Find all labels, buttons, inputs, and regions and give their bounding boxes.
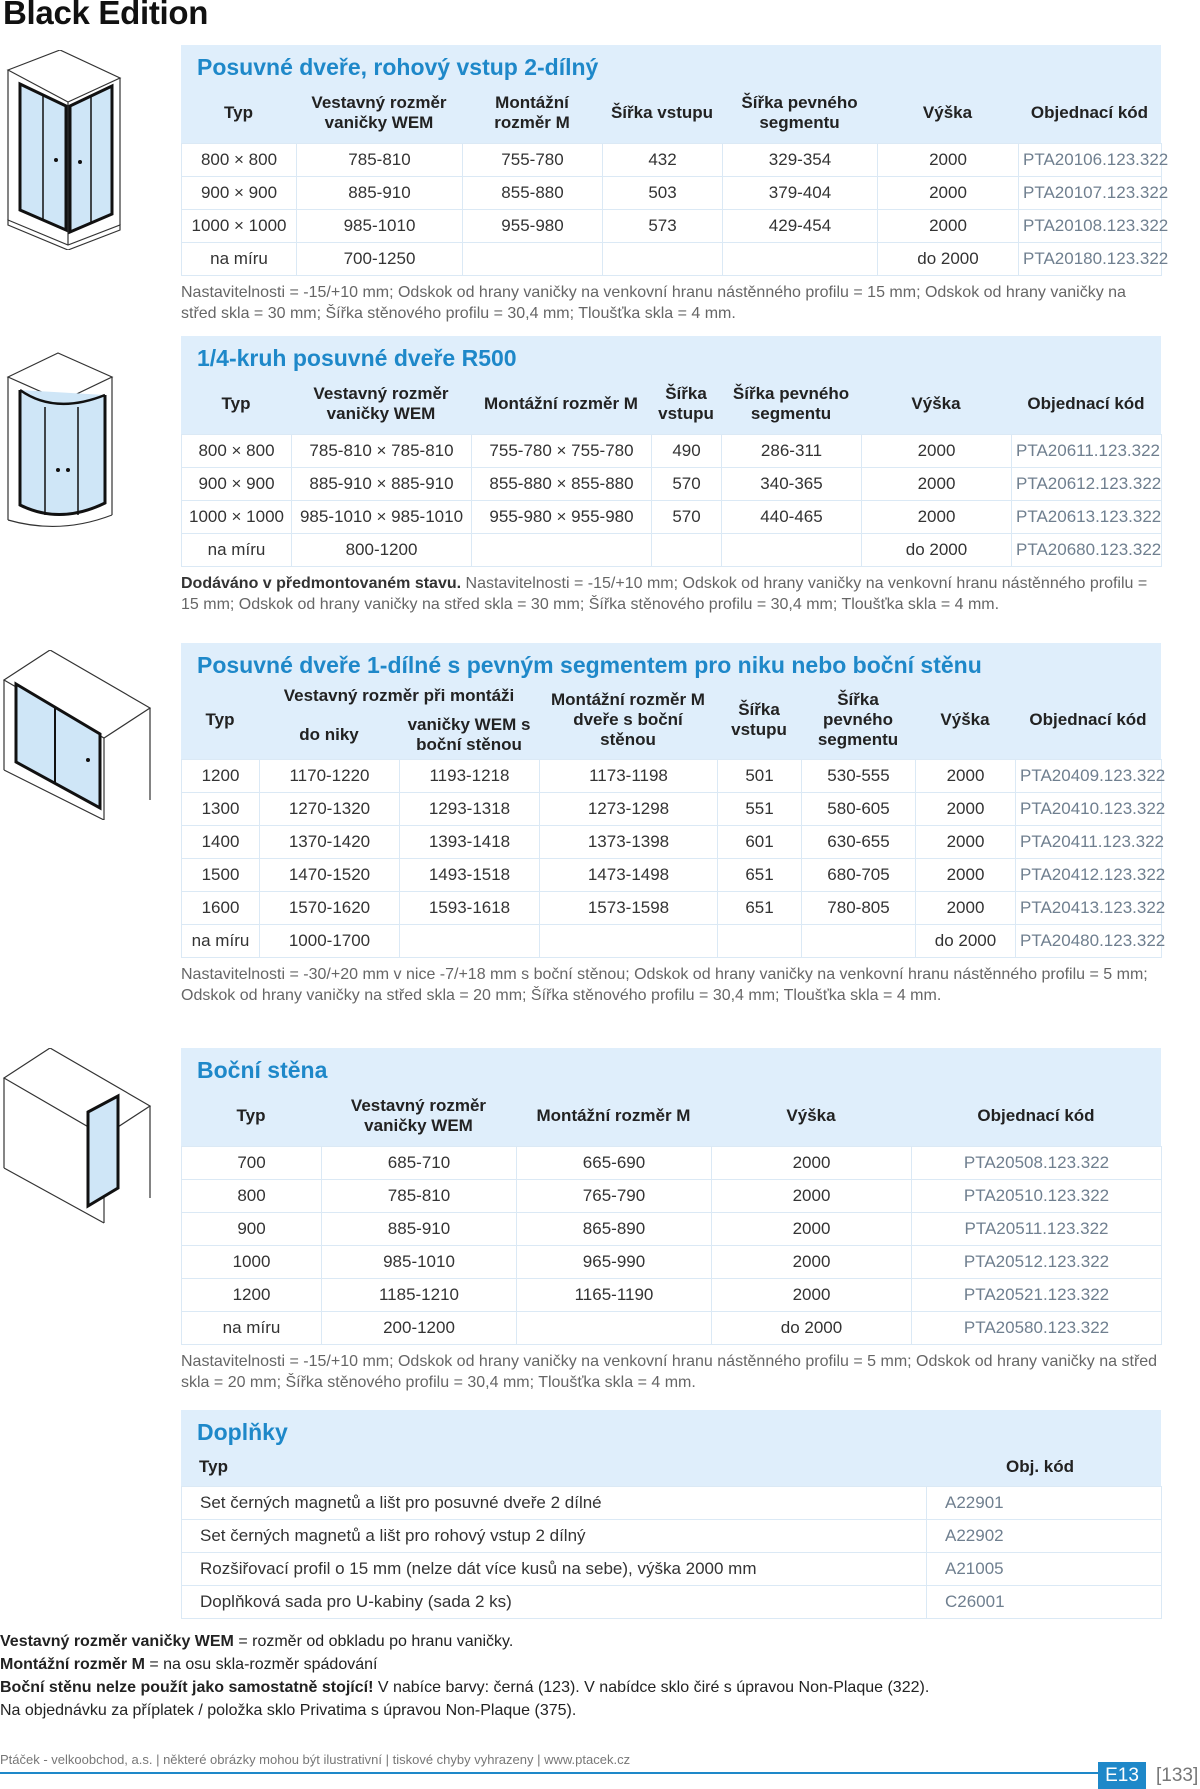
cell: 1370-1420 xyxy=(260,826,400,859)
cell: 286-311 xyxy=(722,435,862,468)
table-row xyxy=(182,1147,1162,1180)
cell: 570 xyxy=(652,501,722,534)
order-code: PTA20512.123.322 xyxy=(912,1246,1162,1279)
cell: 432 xyxy=(603,144,723,177)
legend-term: Boční stěnu nelze použít jako samostatně stojící! xyxy=(0,1679,374,1696)
cell: Doplňková sada pro U-kabiny (sada 2 ks) xyxy=(182,1586,927,1619)
cell: 1473-1498 xyxy=(540,859,718,892)
col-vyska: Výška xyxy=(786,1106,836,1125)
cell: 1200 xyxy=(182,1279,322,1312)
cell: 1300 xyxy=(182,793,260,826)
cell: 800 × 800 xyxy=(182,435,292,468)
cell: 490 xyxy=(652,435,722,468)
table-row xyxy=(182,435,1162,468)
col-kod: Objednací kód xyxy=(1029,710,1147,729)
col-kod: Objednací kód xyxy=(1030,103,1149,122)
legend-text: = rozměr od obkladu po hranu vaničky. xyxy=(233,1633,514,1650)
cell: 865-890 xyxy=(517,1213,712,1246)
cell: 1200 xyxy=(182,760,260,793)
cell: 1400 xyxy=(182,826,260,859)
cell: 2000 xyxy=(712,1180,912,1213)
cell: 329-354 xyxy=(723,144,878,177)
section-quarter-circle xyxy=(181,336,1161,615)
legend-line xyxy=(0,1630,929,1653)
cell xyxy=(652,534,722,567)
col-typ: Typ xyxy=(221,394,251,413)
section-corner-sliding-door xyxy=(181,45,1169,324)
col-kod: Obj. kód xyxy=(1006,1457,1074,1476)
cell: 573 xyxy=(603,210,723,243)
cell: 580-605 xyxy=(802,793,916,826)
cell: 700 xyxy=(182,1147,322,1180)
cell: 1470-1520 xyxy=(260,859,400,892)
sliding-door-niche-illustration xyxy=(0,650,155,820)
order-code: PTA20612.123.322 xyxy=(1012,468,1162,501)
cell: 680-705 xyxy=(802,859,916,892)
cell: 1600 xyxy=(182,892,260,925)
cell: 985-1010 × 985-1010 xyxy=(292,501,472,534)
cell: na míru xyxy=(182,1312,322,1345)
section-title: Boční stěna xyxy=(197,1057,328,1083)
cell: 755-780 × 755-780 xyxy=(472,435,652,468)
cell: 965-990 xyxy=(517,1246,712,1279)
col-montaz: Montážní rozměr M xyxy=(536,1106,691,1125)
order-code: PTA20412.123.322 xyxy=(1016,859,1162,892)
section-note xyxy=(181,573,1161,615)
table-row xyxy=(182,144,1162,177)
footer-divider xyxy=(0,1772,1100,1774)
cell xyxy=(718,925,802,958)
col-wem: Vestavný rozměr vaničky WEM xyxy=(350,1096,487,1135)
section-title: 1/4-kruh posuvné dveře R500 xyxy=(197,345,517,371)
table-row xyxy=(182,210,1162,243)
cell: 900 × 900 xyxy=(182,468,292,501)
cell: na míru xyxy=(182,534,292,567)
table-header xyxy=(181,1086,1161,1146)
cell: 855-880 xyxy=(463,177,603,210)
table-row-custom xyxy=(182,1312,1162,1345)
order-code: PTA20411.123.322 xyxy=(1016,826,1162,859)
cell: 2000 xyxy=(862,468,1012,501)
cell: 651 xyxy=(718,859,802,892)
cell: 379-404 xyxy=(723,177,878,210)
table-row xyxy=(182,1246,1162,1279)
cell: do 2000 xyxy=(878,243,1019,276)
cell: 2000 xyxy=(862,501,1012,534)
table-header xyxy=(181,1448,1161,1486)
cell: 630-655 xyxy=(802,826,916,859)
legend-text: Na objednávku za příplatek / položka sklo Privatima s úpravou Non-Plaque (375). xyxy=(0,1702,577,1719)
table-row xyxy=(182,177,1162,210)
cell xyxy=(723,243,878,276)
cell: 2000 xyxy=(712,1147,912,1180)
section-side-wall xyxy=(181,1048,1161,1393)
cell: 2000 xyxy=(712,1279,912,1312)
cell: 1593-1618 xyxy=(400,892,540,925)
order-code: A21005 xyxy=(927,1553,1162,1586)
cell: 985-1010 xyxy=(322,1246,517,1279)
col-kod: Objednací kód xyxy=(1027,394,1145,413)
cell: Set černých magnetů a lišt pro posuvné dveře 2 dílné xyxy=(182,1487,927,1520)
cell: 1000 × 1000 xyxy=(182,501,292,534)
cell: na míru xyxy=(182,925,260,958)
cell xyxy=(400,925,540,958)
order-code: PTA20180.123.322 xyxy=(1019,243,1162,276)
table-header xyxy=(181,681,1161,759)
cell xyxy=(463,243,603,276)
col-sirka: Šířka vstupu xyxy=(731,700,787,739)
col-vyska: Výška xyxy=(922,103,973,122)
data-table xyxy=(181,1146,1162,1345)
section-note: Nastavitelnosti = -15/+10 mm; Odskok od hrany vaničky na venkovní hranu nástěnného profilu = 5 mm; Odskok od hrany vaničky na střed skla = 20 mm; Šířka stěnového profilu = 30,4 mm; Tloušťka skla = 4 mm. xyxy=(181,1353,1158,1391)
table-row xyxy=(182,826,1162,859)
order-code: PTA20680.123.322 xyxy=(1012,534,1162,567)
cell: 340-365 xyxy=(722,468,862,501)
cell: 900 xyxy=(182,1213,322,1246)
legend-line xyxy=(0,1676,929,1699)
table-row xyxy=(182,859,1162,892)
legend-line xyxy=(0,1699,929,1722)
cell: 440-465 xyxy=(722,501,862,534)
table-row xyxy=(182,793,1162,826)
order-code: PTA20409.123.322 xyxy=(1016,760,1162,793)
col-sirka: Šířka vstupu xyxy=(658,384,714,423)
cell: 780-805 xyxy=(802,892,916,925)
table-row-custom xyxy=(182,243,1162,276)
table-header xyxy=(181,83,1161,143)
cell: do 2000 xyxy=(916,925,1016,958)
cell: 1500 xyxy=(182,859,260,892)
cell: 1185-1210 xyxy=(322,1279,517,1312)
section-badge: E13 xyxy=(1098,1762,1146,1789)
table-row xyxy=(182,1180,1162,1213)
cell: 651 xyxy=(718,892,802,925)
cell: 1393-1418 xyxy=(400,826,540,859)
section-accessories xyxy=(181,1410,1161,1619)
cell: 1570-1620 xyxy=(260,892,400,925)
col-typ: Typ xyxy=(205,710,235,729)
cell: 665-690 xyxy=(517,1147,712,1180)
cell: 429-454 xyxy=(723,210,878,243)
cell: 601 xyxy=(718,826,802,859)
cell: 501 xyxy=(718,760,802,793)
cell: do 2000 xyxy=(862,534,1012,567)
order-code: C26001 xyxy=(927,1586,1162,1619)
cell: 2000 xyxy=(916,859,1016,892)
cell: 2000 xyxy=(878,144,1019,177)
cell xyxy=(802,925,916,958)
section-title: Posuvné dveře, rohový vstup 2-dílný xyxy=(197,54,599,80)
table-row xyxy=(182,501,1162,534)
corner-entry-illustration xyxy=(0,50,130,250)
quarter-circle-illustration xyxy=(0,345,120,535)
data-table xyxy=(181,143,1169,276)
order-code: PTA20413.123.322 xyxy=(1016,892,1162,925)
cell: 200-1200 xyxy=(322,1312,517,1345)
cell: Rozšiřovací profil o 15 mm (nelze dát více kusů na sebe), výška 2000 mm xyxy=(182,1553,927,1586)
cell: 685-710 xyxy=(322,1147,517,1180)
col-pevny: Šířka pevného segmentu xyxy=(741,93,858,132)
cell: 2000 xyxy=(712,1246,912,1279)
cell: 765-790 xyxy=(517,1180,712,1213)
cell: 2000 xyxy=(878,210,1019,243)
cell: 1173-1198 xyxy=(540,760,718,793)
col-niku: do niky xyxy=(299,725,359,744)
cell: 1493-1518 xyxy=(400,859,540,892)
order-code: A22901 xyxy=(927,1487,1162,1520)
col-wem: Vestavný rozměr vaničky WEM xyxy=(313,384,449,423)
cell: 1293-1318 xyxy=(400,793,540,826)
col-wem: Vestavný rozměr vaničky WEM xyxy=(311,93,447,132)
cell xyxy=(603,243,723,276)
section-note: Nastavitelnosti = -30/+20 mm v nice -7/+18 mm s boční stěnou; Odskok od hrany vaničky na venkovní hranu nástěnného profilu = 5 mm; Odskok od hrany vaničky na střed skla = 20 mm; Šířka stěnového profilu = 30,4 mm; Tloušťka skla = 4 mm. xyxy=(181,966,1148,1004)
cell: 800-1200 xyxy=(292,534,472,567)
order-code: A22902 xyxy=(927,1520,1162,1553)
cell: na míru xyxy=(182,243,297,276)
table-row xyxy=(182,892,1162,925)
col-vyska: Výška xyxy=(940,710,990,729)
cell: 1000-1700 xyxy=(260,925,400,958)
cell: 1000 × 1000 xyxy=(182,210,297,243)
cell: 1373-1398 xyxy=(540,826,718,859)
page-number: [133] xyxy=(1156,1765,1199,1786)
cell: 800 × 800 xyxy=(182,144,297,177)
cell: 570 xyxy=(652,468,722,501)
cell: 985-1010 xyxy=(297,210,463,243)
cell: 1573-1598 xyxy=(540,892,718,925)
section-note: Nastavitelnosti = -15/+10 mm; Odskok od hrany vaničky na venkovní hranu nástěnného profilu = 15 mm; Odskok od hrany vaničky na střed skla = 30 mm; Šířka stěnového profilu = 30,4 mm; Tloušťka skla = 4 mm. xyxy=(181,284,1126,322)
table-row xyxy=(182,1213,1162,1246)
table-header xyxy=(181,374,1161,434)
col-montaz: Montážní rozměr M dveře s boční stěnou xyxy=(551,690,705,749)
cell: 503 xyxy=(603,177,723,210)
table-row xyxy=(182,1279,1162,1312)
section-niche-sliding-door xyxy=(181,643,1166,1006)
cell xyxy=(517,1312,712,1345)
col-pevny: Šířka pevného segmentu xyxy=(732,384,850,423)
cell: 551 xyxy=(718,793,802,826)
note-text: Nastavitelnosti = -15/+10 mm; Odskok od hrany vaničky na venkovní hranu nástěnného profilu = 15 mm; Odskok od hrany vaničky na střed skla = 30 mm; Šířka stěnového profilu = 30,4 mm; Tloušťka skla = 4 mm. xyxy=(181,575,1148,613)
cell xyxy=(722,534,862,567)
cell: 885-910 xyxy=(297,177,463,210)
data-table xyxy=(181,759,1166,958)
order-code: PTA20108.123.322 xyxy=(1019,210,1162,243)
cell: 885-910 × 885-910 xyxy=(292,468,472,501)
cell: 2000 xyxy=(916,826,1016,859)
cell: 855-880 × 855-880 xyxy=(472,468,652,501)
data-table xyxy=(181,1486,1162,1619)
cell: 785-810 xyxy=(322,1180,517,1213)
data-table xyxy=(181,434,1162,567)
order-code: PTA20580.123.322 xyxy=(912,1312,1162,1345)
table-row-custom xyxy=(182,534,1162,567)
cell: do 2000 xyxy=(712,1312,912,1345)
order-code: PTA20480.123.322 xyxy=(1016,925,1162,958)
cell: 800 xyxy=(182,1180,322,1213)
legend-text: = na osu skla-rozměr spádování xyxy=(144,1656,378,1673)
col-typ: Typ xyxy=(199,1457,228,1476)
col-vyska: Výška xyxy=(911,394,961,413)
order-code: PTA20510.123.322 xyxy=(912,1180,1162,1213)
order-code: PTA20611.123.322 xyxy=(1012,435,1162,468)
cell: 2000 xyxy=(916,760,1016,793)
cell: 1000 xyxy=(182,1246,322,1279)
cell: 1170-1220 xyxy=(260,760,400,793)
table-row xyxy=(182,1520,1162,1553)
table-row-custom xyxy=(182,925,1162,958)
order-code: PTA20511.123.322 xyxy=(912,1213,1162,1246)
cell xyxy=(472,534,652,567)
order-code: PTA20106.123.322 xyxy=(1019,144,1162,177)
col-group: Vestavný rozměr při montáži xyxy=(283,686,515,705)
cell: 2000 xyxy=(862,435,1012,468)
cell: 885-910 xyxy=(322,1213,517,1246)
col-wem: vaničky WEM s boční stěnou xyxy=(407,715,531,754)
section-title: Posuvné dveře 1-dílné s pevným segmentem pro niku nebo boční stěnu xyxy=(197,652,982,678)
section-title: Doplňky xyxy=(197,1419,288,1445)
col-typ: Typ xyxy=(224,103,253,122)
legend-term: Vestavný rozměr vaničky WEM xyxy=(0,1633,234,1650)
cell: 755-780 xyxy=(463,144,603,177)
table-row xyxy=(182,760,1162,793)
col-montaz: Montážní rozměr M xyxy=(494,93,570,132)
order-code: PTA20410.123.322 xyxy=(1016,793,1162,826)
table-row xyxy=(182,1487,1162,1520)
cell: 1270-1320 xyxy=(260,793,400,826)
cell: 2000 xyxy=(916,892,1016,925)
table-row xyxy=(182,1586,1162,1619)
col-pevny: Šířka pevného segmentu xyxy=(817,690,899,749)
legend-text: V nabíce barvy: černá (123). V nabídce sklo čiré s úpravou Non-Plaque (322). xyxy=(373,1679,930,1696)
col-typ: Typ xyxy=(236,1106,266,1125)
cell: 530-555 xyxy=(802,760,916,793)
cell: 700-1250 xyxy=(297,243,463,276)
cell: 1165-1190 xyxy=(517,1279,712,1312)
side-wall-illustration xyxy=(0,1048,155,1228)
cell: 2000 xyxy=(712,1213,912,1246)
cell: Set černých magnetů a lišt pro rohový vstup 2 dílný xyxy=(182,1520,927,1553)
cell: 2000 xyxy=(916,793,1016,826)
order-code: PTA20521.123.322 xyxy=(912,1279,1162,1312)
page-title: Black Edition xyxy=(3,0,209,31)
cell: 2000 xyxy=(878,177,1019,210)
legend-line xyxy=(0,1653,929,1676)
cell xyxy=(540,925,718,958)
cell: 900 × 900 xyxy=(182,177,297,210)
order-code: PTA20508.123.322 xyxy=(912,1147,1162,1180)
cell: 955-980 × 955-980 xyxy=(472,501,652,534)
legend-term: Montážní rozměr M xyxy=(0,1656,145,1673)
legend xyxy=(0,1630,929,1722)
col-sirka: Šířka vstupu xyxy=(610,103,714,122)
cell: 1193-1218 xyxy=(400,760,540,793)
cell: 785-810 xyxy=(297,144,463,177)
order-code: PTA20613.123.322 xyxy=(1012,501,1162,534)
cell: 1273-1298 xyxy=(540,793,718,826)
footer-text: Ptáček - velkoobchod, a.s. | některé obrázky mohou být ilustrativní | tiskové chyby vyhrazeny | www.ptacek.cz xyxy=(0,1752,631,1767)
cell: 955-980 xyxy=(463,210,603,243)
col-montaz: Montážní rozměr M xyxy=(484,394,638,413)
table-row xyxy=(182,1553,1162,1586)
table-row xyxy=(182,468,1162,501)
cell: 785-810 × 785-810 xyxy=(292,435,472,468)
order-code: PTA20107.123.322 xyxy=(1019,177,1162,210)
col-kod: Objednací kód xyxy=(977,1106,1095,1125)
note-bold: Dodáváno v předmontovaném stavu. xyxy=(181,575,462,592)
